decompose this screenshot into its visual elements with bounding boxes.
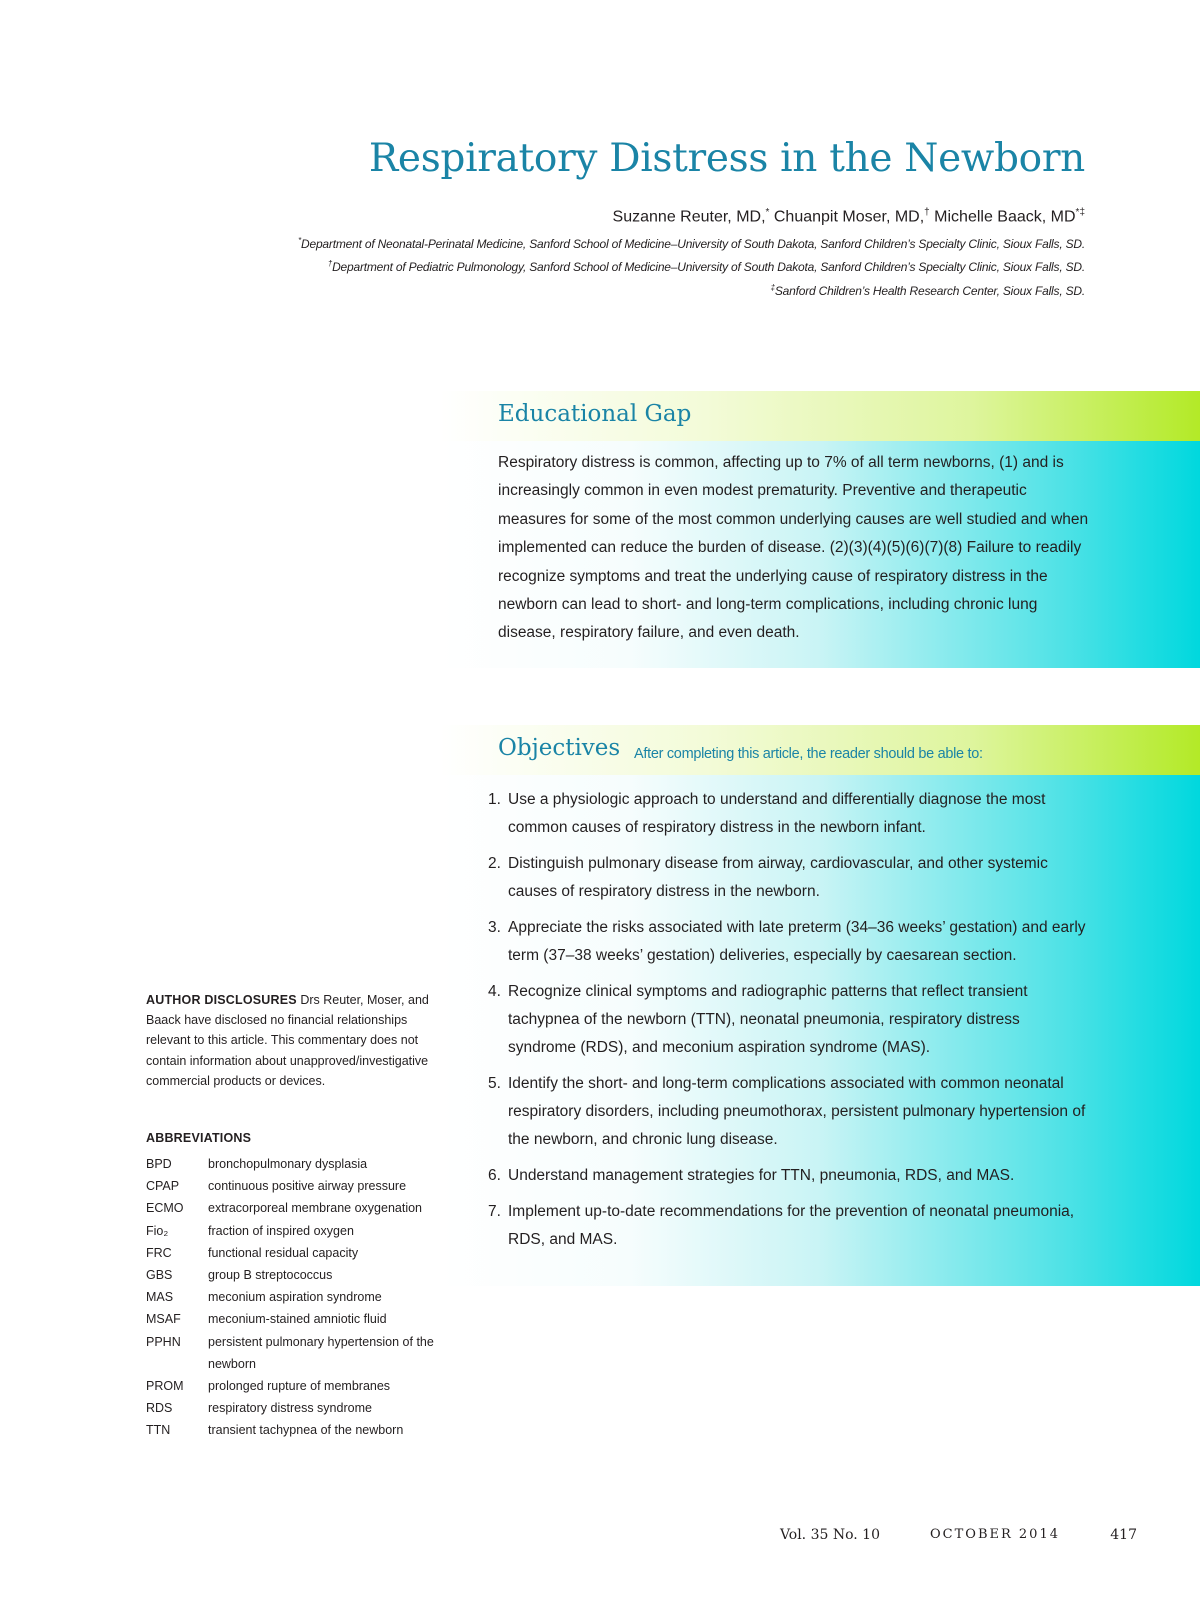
abbreviation-term: BPD xyxy=(146,1157,172,1171)
objectives-panel xyxy=(440,725,1200,1286)
author-line xyxy=(613,207,1085,226)
objective-item xyxy=(488,786,1088,842)
objective-item xyxy=(488,1198,1088,1254)
objective-text: Identify the short- and long-term complications associated with common neonatal respiratory disorders, including pneumothorax, persistent pulmonary hypertension of the newborn, and chronic lung disease. xyxy=(508,1075,1086,1148)
affiliation xyxy=(328,259,1085,274)
abbreviation-term: TTN xyxy=(146,1423,171,1438)
objective-number: 2. xyxy=(488,855,501,872)
article-title: Respiratory Distress in the Newborn xyxy=(368,136,1085,181)
abbreviation-definition: fraction of inspired oxygen xyxy=(208,1223,354,1238)
objective-text: Understand management strategies for TTN, pneumonia, RDS, and MAS. xyxy=(508,1167,1015,1184)
educational-gap-header xyxy=(440,391,1200,441)
abbreviation-row xyxy=(146,1419,436,1441)
abbreviations-heading: ABBREVIATIONS xyxy=(146,1131,252,1145)
objective-text: Implement up-to-date recommendations for the prevention of neonatal pneumonia, RDS, and MAS. xyxy=(508,1203,1075,1248)
abbreviation-row xyxy=(146,1331,436,1375)
affiliation xyxy=(298,236,1085,251)
educational-gap-heading: Educational Gap xyxy=(498,401,692,427)
abbreviation-row xyxy=(146,1153,436,1175)
abbreviation-term: GBS xyxy=(146,1268,173,1283)
disclosures-text: Drs Reuter, Moser, and Baack have disclosed no financial relationships relevant to this article. This commentary does not contain information about unapproved/investigative commercial products or devices. xyxy=(146,993,429,1088)
abbreviations-table xyxy=(146,1153,436,1442)
objective-text: Appreciate the risks associated with late preterm (34–36 weeks’ gestation) and early term (37–38 weeks’ gestation) deliveries, especially by caesarean section. xyxy=(508,919,1086,964)
objectives-subheading: After completing this article, the reader should be able to: xyxy=(634,746,983,762)
abbreviation-row xyxy=(146,1242,436,1264)
affiliation-text: Sanford Children’s Health Research Center, Sioux Falls, SD. xyxy=(774,284,1085,298)
abbreviation-term: PPHN xyxy=(146,1334,181,1349)
abbreviation-row xyxy=(146,1375,436,1397)
affiliation-text: Department of Neonatal-Perinatal Medicine, Sanford School of Medicine–University of South Dakota, Sanford Children’s Specialty Clinic, Sioux Falls, SD. xyxy=(301,237,1085,251)
abbreviation-term: RDS xyxy=(146,1401,173,1416)
objective-number: 1. xyxy=(488,791,501,808)
affiliation-mark: * xyxy=(298,236,302,245)
abbreviation-definition: prolonged rupture of membranes xyxy=(208,1379,391,1394)
objective-item xyxy=(488,914,1088,970)
abbreviation-definition: respiratory distress syndrome xyxy=(208,1401,372,1416)
abbreviation-row xyxy=(146,1286,436,1308)
objectives-header xyxy=(440,725,1200,775)
abbreviation-definition: functional residual capacity xyxy=(208,1245,359,1260)
abbreviation-row xyxy=(146,1197,436,1219)
objective-item xyxy=(488,1162,1088,1190)
abbreviation-definition: group B streptococcus xyxy=(208,1268,333,1283)
abbreviation-definition: meconium-stained amniotic fluid xyxy=(208,1312,387,1327)
abbreviation-term: Fio₂ xyxy=(146,1223,169,1238)
author-disclosures xyxy=(146,990,436,1091)
affiliation-mark: † xyxy=(327,259,333,268)
objective-number: 4. xyxy=(488,983,501,1000)
abbreviation-row xyxy=(146,1308,436,1330)
affiliation xyxy=(771,283,1085,298)
author-name: Suzanne Reuter, MD, xyxy=(612,208,766,226)
issue-date: OCTOBER 2014 xyxy=(930,1527,1060,1542)
objective-item xyxy=(488,1070,1088,1154)
journal-volume: Vol. 35 No. 10 xyxy=(779,1527,880,1543)
abbreviation-row xyxy=(146,1220,436,1242)
abbreviation-term: ECMO xyxy=(146,1201,184,1216)
disclosures-label: AUTHOR DISCLOSURES xyxy=(146,993,297,1007)
abbreviation-term: MSAF xyxy=(146,1312,181,1327)
abbreviation-term: PROM xyxy=(146,1379,184,1394)
abbreviation-definition: extracorporeal membrane oxygenation xyxy=(208,1201,423,1216)
abbreviation-row xyxy=(146,1397,436,1419)
author-name: Michelle Baack, MD xyxy=(934,208,1076,226)
objective-item xyxy=(488,978,1088,1062)
abbreviation-term: FRC xyxy=(146,1245,172,1260)
objective-text: Recognize clinical symptoms and radiographic patterns that reflect transient tachypnea of the newborn (TTN), neonatal pneumonia, respiratory distress syndrome (RDS), and meconium aspiration syndrome (MAS). xyxy=(508,983,1028,1056)
page-footer xyxy=(0,1527,1200,1547)
abbreviation-definition: continuous positive airway pressure xyxy=(208,1179,407,1194)
affiliation-text: Department of Pediatric Pulmonology, Sanford School of Medicine–University of South Dakota, Sanford Children’s Specialty Clinic, Sioux Falls, SD. xyxy=(332,260,1085,274)
objective-number: 6. xyxy=(488,1167,501,1184)
abbreviation-definition: meconium aspiration syndrome xyxy=(208,1290,382,1305)
abbreviation-term: CPAP xyxy=(146,1179,180,1194)
objective-number: 5. xyxy=(488,1075,501,1092)
objective-text: Distinguish pulmonary disease from airway, cardiovascular, and other systemic causes of respiratory distress in the newborn. xyxy=(508,855,1048,900)
abbreviation-definition: bronchopulmonary dysplasia xyxy=(208,1157,368,1171)
objective-item xyxy=(488,850,1088,906)
page-number: 417 xyxy=(1110,1527,1137,1543)
author-name: Chuanpit Moser, MD, xyxy=(773,208,925,226)
affiliation-mark: ‡ xyxy=(770,283,775,292)
abbreviation-row xyxy=(146,1264,436,1286)
objective-number: 7. xyxy=(488,1203,501,1220)
objectives-heading: Objectives xyxy=(498,735,621,761)
educational-gap-text: Respiratory distress is common, affecting up to 7% of all term newborns, (1) and is increasingly common in even modest prematurity. Preventive and therapeutic measures for some of the most common underlying causes are well studied and when implemented can reduce the burden of disease. (2)(3)(4)(5)(6)(7)(8) Failure to readily recognize symptoms and treat the underlying cause of respiratory distress in the newborn can lead to short- and long-term complications, including chronic lung disease, respiratory failure, and even death. xyxy=(498,454,1089,642)
abbreviation-row xyxy=(146,1175,436,1197)
educational-gap-panel xyxy=(440,391,1200,668)
objectives-list xyxy=(440,775,1200,1286)
author-mark: * xyxy=(765,207,770,218)
educational-gap-body xyxy=(440,441,1200,668)
objective-text: Use a physiologic approach to understand and differentially diagnose the most common causes of respiratory distress in the newborn infant. xyxy=(508,791,1046,836)
author-mark: † xyxy=(924,207,930,218)
author-mark: *‡ xyxy=(1075,207,1085,218)
objectives-body xyxy=(440,775,1200,1286)
abbreviation-definition: persistent pulmonary hypertension of the newborn xyxy=(208,1334,434,1371)
abbreviation-definition: transient tachypnea of the newborn xyxy=(208,1423,404,1438)
abbreviation-term: MAS xyxy=(146,1290,174,1305)
objective-number: 3. xyxy=(488,919,501,936)
